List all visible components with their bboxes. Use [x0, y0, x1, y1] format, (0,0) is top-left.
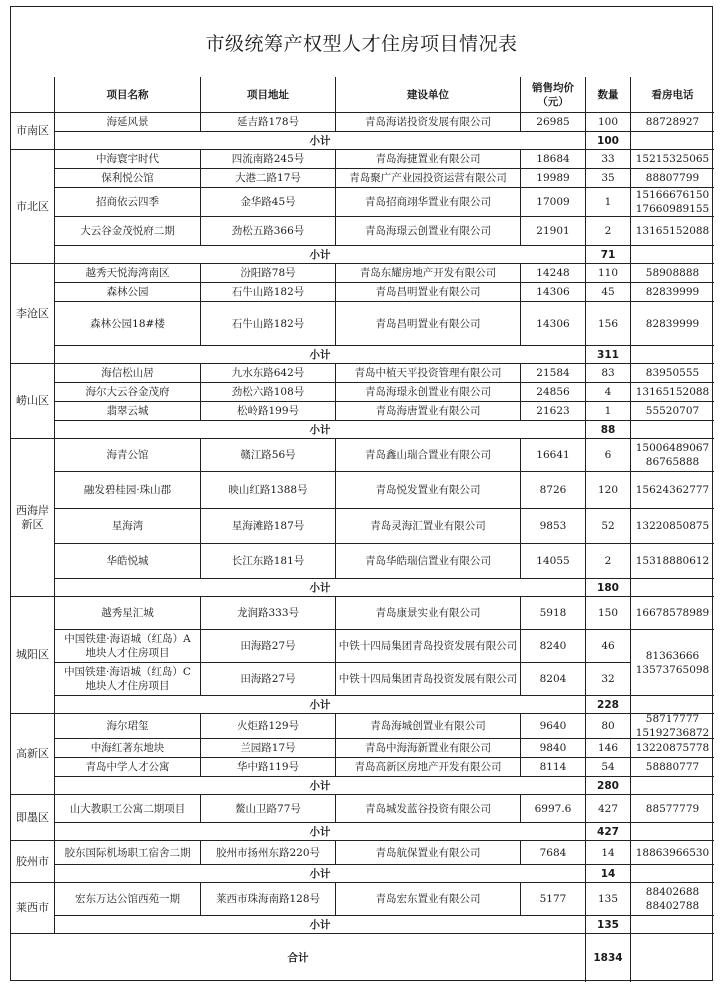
project-address: 胶州市扬州东路220号: [201, 841, 336, 865]
project-name: 越秀星汇城: [55, 597, 201, 630]
phone-number: 88577779: [631, 795, 714, 823]
subtotal-blank: [631, 777, 714, 795]
project-address: 延吉路178号: [201, 113, 336, 132]
subtotal-blank: [631, 421, 714, 439]
header-phone: 看房电话: [631, 77, 714, 113]
quantity: 45: [586, 283, 631, 302]
avg-price: 7684: [521, 841, 586, 865]
project-table: [11, 77, 712, 982]
quantity: 52: [586, 509, 631, 544]
subtotal-value: 280: [586, 777, 631, 795]
avg-price: 8114: [521, 758, 586, 777]
avg-price: 21901: [521, 217, 586, 246]
project-address: 四流南路245号: [201, 150, 336, 169]
grand-total-label: 合计: [11, 934, 586, 982]
subtotal-blank: [631, 579, 714, 597]
quantity: 150: [586, 597, 631, 630]
quantity: 120: [586, 472, 631, 509]
subtotal-value: 14: [586, 865, 631, 883]
developer-name: 青岛招商翊华置业有限公司: [336, 188, 521, 217]
avg-price: 21584: [521, 364, 586, 383]
project-name: 大云谷金茂悦府二期: [55, 217, 201, 246]
subtotal-value: 180: [586, 579, 631, 597]
phone-number: 88402688 88402788: [631, 883, 714, 916]
document-title: 市级统筹产权型人才住房项目情况表: [205, 32, 518, 55]
subtotal-blank: [631, 916, 714, 934]
document-sheet: [10, 6, 713, 981]
phone-number: 16678578989: [631, 597, 714, 630]
project-name: 星海湾: [55, 509, 201, 544]
quantity: 2: [586, 217, 631, 246]
avg-price: 8204: [521, 663, 586, 696]
subtotal-label: 小计: [55, 421, 586, 439]
header-project-name: 项目名称: [55, 77, 201, 113]
avg-price: 24856: [521, 383, 586, 402]
developer-name: 青岛悦发置业有限公司: [336, 472, 521, 509]
subtotal-label: 小计: [55, 865, 586, 883]
subtotal-label: 小计: [55, 132, 586, 150]
quantity: 135: [586, 883, 631, 916]
subtotal-value: 228: [586, 696, 631, 714]
phone-number: 13165152088: [631, 383, 714, 402]
project-name: 海尔大云谷金茂府: [55, 383, 201, 402]
project-address: 大港二路17号: [201, 169, 336, 188]
project-name: 胶东国际机场职工宿舍二期: [55, 841, 201, 865]
phone-number: 13220850875: [631, 509, 714, 544]
project-name: 海信松山居: [55, 364, 201, 383]
grand-total-blank: [631, 934, 714, 982]
project-name: 招商依云四季: [55, 188, 201, 217]
quantity: 32: [586, 663, 631, 696]
subtotal-label: 小计: [55, 346, 586, 364]
avg-price: 14248: [521, 264, 586, 283]
project-address: 田海路27号: [201, 663, 336, 696]
subtotal-value: 88: [586, 421, 631, 439]
phone-number: 13165152088: [631, 217, 714, 246]
avg-price: 5177: [521, 883, 586, 916]
developer-name: 青岛海城创置业有限公司: [336, 714, 521, 739]
header-quantity: 数量: [586, 77, 631, 113]
phone-number: 15624362777: [631, 472, 714, 509]
district-name: 胶州市: [11, 841, 55, 883]
phone-number: 15006489067 86765888: [631, 439, 714, 472]
developer-name: 青岛海璟永创置业有限公司: [336, 383, 521, 402]
phone-number: 58717777 15192736872: [631, 714, 714, 739]
quantity: 427: [586, 795, 631, 823]
project-name: 青岛中学人才公寓: [55, 758, 201, 777]
district-name: 市北区: [11, 150, 55, 264]
project-address: 赣江路56号: [201, 439, 336, 472]
avg-price: 9840: [521, 739, 586, 758]
project-name: 森林公园: [55, 283, 201, 302]
quantity: 80: [586, 714, 631, 739]
project-address: 星海滩路187号: [201, 509, 336, 544]
avg-price: 26985: [521, 113, 586, 132]
quantity: 2: [586, 544, 631, 579]
avg-price: 8726: [521, 472, 586, 509]
quantity: 54: [586, 758, 631, 777]
avg-price: 5918: [521, 597, 586, 630]
project-name: 中国铁建·海语城（红岛）C 地块人才住房项目: [55, 663, 201, 696]
phone-number: 58908888: [631, 264, 714, 283]
project-name: 山大教职工公寓二期项目: [55, 795, 201, 823]
quantity: 46: [586, 630, 631, 663]
developer-name: 青岛宏东置业有限公司: [336, 883, 521, 916]
phone-number: 83950555: [631, 364, 714, 383]
avg-price: 19989: [521, 169, 586, 188]
project-address: 汾阳路78号: [201, 264, 336, 283]
developer-name: 青岛海璟云创置业有限公司: [336, 217, 521, 246]
avg-price: 14306: [521, 283, 586, 302]
subtotal-value: 311: [586, 346, 631, 364]
subtotal-label: 小计: [55, 696, 586, 714]
header-avg-price: 销售均价 （元）: [521, 77, 586, 113]
subtotal-label: 小计: [55, 777, 586, 795]
district-name: 城阳区: [11, 597, 55, 714]
phone-number: 55520707: [631, 402, 714, 421]
district-name: 崂山区: [11, 364, 55, 439]
developer-name: 青岛聚广产业园投资运营有限公司: [336, 169, 521, 188]
phone-number: 18863966530: [631, 841, 714, 865]
phone-number: 88728927: [631, 113, 714, 132]
avg-price: 9853: [521, 509, 586, 544]
project-address: 石牛山路182号: [201, 302, 336, 346]
phone-number: 81363666 13573765098: [631, 630, 714, 696]
developer-name: 青岛鑫山瑞合置业有限公司: [336, 439, 521, 472]
project-name: 中海寰宇时代: [55, 150, 201, 169]
developer-name: 青岛昌明置业有限公司: [336, 302, 521, 346]
phone-number: 58880777: [631, 758, 714, 777]
phone-number: 15318880612: [631, 544, 714, 579]
developer-name: 青岛高新区房地产开发有限公司: [336, 758, 521, 777]
project-address: 映山红路1388号: [201, 472, 336, 509]
phone-number: 13220875778: [631, 739, 714, 758]
project-name: 宏东万达公馆西苑一期: [55, 883, 201, 916]
project-address: 兰园路17号: [201, 739, 336, 758]
developer-name: 青岛华皓瑞信置业有限公司: [336, 544, 521, 579]
subtotal-label: 小计: [55, 246, 586, 264]
project-name: 海延风景: [55, 113, 201, 132]
project-address: 松岭路199号: [201, 402, 336, 421]
developer-name: 青岛中海海新置业有限公司: [336, 739, 521, 758]
developer-name: 青岛城发蓝谷投资有限公司: [336, 795, 521, 823]
project-name: 海青公馆: [55, 439, 201, 472]
project-address: 劲松六路108号: [201, 383, 336, 402]
project-name: 翡翠云城: [55, 402, 201, 421]
quantity: 1: [586, 188, 631, 217]
project-address: 火炬路129号: [201, 714, 336, 739]
header-project-address: 项目地址: [201, 77, 336, 113]
quantity: 4: [586, 383, 631, 402]
developer-name: 青岛康景实业有限公司: [336, 597, 521, 630]
developer-name: 中铁十四局集团青岛投资发展有限公司: [336, 630, 521, 663]
developer-name: 青岛中植天平投资管理有限公司: [336, 364, 521, 383]
project-name: 融发碧桂园·珠山郡: [55, 472, 201, 509]
quantity: 110: [586, 264, 631, 283]
phone-number: 88807799: [631, 169, 714, 188]
developer-name: 青岛灵海汇置业有限公司: [336, 509, 521, 544]
subtotal-blank: [631, 346, 714, 364]
avg-price: 16641: [521, 439, 586, 472]
avg-price: 21623: [521, 402, 586, 421]
district-name: 高新区: [11, 714, 55, 795]
subtotal-label: 小计: [55, 823, 586, 841]
district-name: 西海岸 新区: [11, 439, 55, 597]
developer-name: 青岛航保置业有限公司: [336, 841, 521, 865]
grand-total-value: 1834: [586, 934, 631, 982]
project-address: 鳌山卫路77号: [201, 795, 336, 823]
phone-number: 15166676150 17660989155: [631, 188, 714, 217]
project-name: 海尔珺玺: [55, 714, 201, 739]
developer-name: 青岛昌明置业有限公司: [336, 283, 521, 302]
header-cell-blank: [11, 77, 55, 113]
quantity: 146: [586, 739, 631, 758]
avg-price: 14055: [521, 544, 586, 579]
avg-price: 9640: [521, 714, 586, 739]
quantity: 100: [586, 113, 631, 132]
developer-name: 青岛海捷置业有限公司: [336, 150, 521, 169]
quantity: 6: [586, 439, 631, 472]
project-address: 九水东路642号: [201, 364, 336, 383]
project-address: 莱西市珠海南路128号: [201, 883, 336, 916]
project-address: 龙润路333号: [201, 597, 336, 630]
project-name: 华皓悦城: [55, 544, 201, 579]
district-name: 即墨区: [11, 795, 55, 841]
quantity: 83: [586, 364, 631, 383]
avg-price: 8240: [521, 630, 586, 663]
project-address: 长江东路181号: [201, 544, 336, 579]
quantity: 1: [586, 402, 631, 421]
district-name: 李沧区: [11, 264, 55, 364]
quantity: 156: [586, 302, 631, 346]
project-address: 金华路45号: [201, 188, 336, 217]
project-name: 中国铁建·海语城（红岛）A 地块人才住房项目: [55, 630, 201, 663]
developer-name: 青岛东耀房地产开发有限公司: [336, 264, 521, 283]
subtotal-blank: [631, 246, 714, 264]
subtotal-label: 小计: [55, 916, 586, 934]
header-developer: 建设单位: [336, 77, 521, 113]
subtotal-value: 135: [586, 916, 631, 934]
phone-number: 82839999: [631, 302, 714, 346]
project-address: 华中路119号: [201, 758, 336, 777]
quantity: 14: [586, 841, 631, 865]
district-name: 市南区: [11, 113, 55, 150]
subtotal-value: 100: [586, 132, 631, 150]
project-address: 田海路27号: [201, 630, 336, 663]
quantity: 35: [586, 169, 631, 188]
subtotal-value: 71: [586, 246, 631, 264]
subtotal-blank: [631, 865, 714, 883]
avg-price: 18684: [521, 150, 586, 169]
project-name: 保利悦公馆: [55, 169, 201, 188]
avg-price: 17009: [521, 188, 586, 217]
avg-price: 14306: [521, 302, 586, 346]
developer-name: 青岛海唐置业有限公司: [336, 402, 521, 421]
subtotal-value: 427: [586, 823, 631, 841]
subtotal-blank: [631, 823, 714, 841]
subtotal-blank: [631, 696, 714, 714]
developer-name: 中铁十四局集团青岛投资发展有限公司: [336, 663, 521, 696]
district-name: 莱西市: [11, 883, 55, 934]
subtotal-label: 小计: [55, 579, 586, 597]
phone-number: 15215325065: [631, 150, 714, 169]
avg-price: 6997.6: [521, 795, 586, 823]
project-address: 石牛山路182号: [201, 283, 336, 302]
project-name: 森林公园18#楼: [55, 302, 201, 346]
quantity: 33: [586, 150, 631, 169]
phone-number: 82839999: [631, 283, 714, 302]
subtotal-blank: [631, 132, 714, 150]
project-address: 劲松五路366号: [201, 217, 336, 246]
project-name: 越秀天悦海湾南区: [55, 264, 201, 283]
project-name: 中海红著东地块: [55, 739, 201, 758]
developer-name: 青岛海诺投资发展有限公司: [336, 113, 521, 132]
